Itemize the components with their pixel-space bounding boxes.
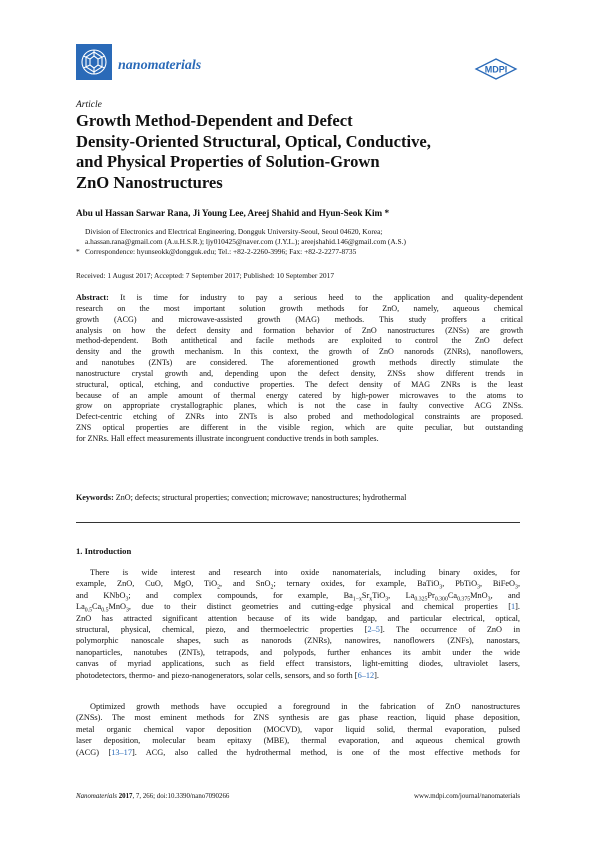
nanomaterials-logo-icon: [76, 44, 112, 80]
citation-link[interactable]: 1: [511, 602, 516, 612]
divider: [76, 522, 520, 523]
paragraph-line: (ACG) [13–17]. ACG, also called the hydrothermal method, is one of the most effective methods for: [76, 747, 520, 757]
citation-link[interactable]: 6–12: [357, 670, 375, 680]
paragraph-line: There is wide interest and research into oxide nanomaterials, including binary oxides, for: [90, 568, 520, 577]
paragraph-line: $La_{0.5}Ca_{0.5}MnO_3$, due to their distinct geometries and cutting-edge physical and chemical properties [1].: [76, 602, 520, 614]
paragraph-line: ZnO has attracted significant attention because of its wide bandgap, and particular electrical, optical,: [76, 613, 520, 623]
author-emails[interactable]: a.hassan.rana@gmail.com (A.u.H.S.R.); ljy010425@naver.com (J.Y.L.); areejshahid.146@gmail.com (A.S.): [85, 237, 406, 247]
paragraph-line: photodetectors, thermo- and piezo-nanogenerators, solar cells, sensors, and so forth [6–12].: [76, 670, 379, 680]
abstract-line: research on the most important solution growth methods for ZnO, namely, aqueous chemical: [76, 303, 523, 313]
abstract-line: Defect-centric etching of ZNRs into ZNTs is also probed and methodological constraints are proposed.: [76, 412, 523, 422]
abstract-line: growth (ACG) and microwave-assisted growth (MAG) methods. This study proffers a critical: [76, 314, 523, 324]
intro-paragraph: [76, 567, 520, 681]
correspondence-line: [76, 247, 526, 257]
abstract-line: for ZNRs. Hall effect measurements illustrate incongruent conductive trends in both samples.: [76, 433, 379, 443]
publication-dates: Received: 1 August 2017; Accepted: 7 September 2017; Published: 10 September 2017: [76, 271, 335, 280]
paragraph-line: canvas of myriad applications, such as field effect transistors, light-emitting diodes, ultraviolet lasers,: [76, 659, 520, 669]
affiliation-line: Division of Electronics and Electrical Engineering, Dongguk University-Seoul, Seoul 04620, Korea;: [85, 227, 383, 236]
mdpi-logo-text: MDPI: [484, 64, 508, 75]
abstract-line: structural, optical, etching, and conductive properties. The defect density of MAG ZNRs is the least: [76, 379, 523, 389]
abstract-line: because of an ample amount of thermal energy catered by high-power microwaves to the atoms to: [76, 390, 523, 400]
abstract: [76, 293, 523, 445]
article-title: [76, 111, 526, 193]
paragraph-line: and KNbO$_3$; and complex compounds, for example, $Ba_{1-x}Sr_xTiO_3$, $La_{0.325}Pr_{0.300}Ca_{0.375}MnO_3$, and: [76, 590, 520, 603]
paragraph-line: example, ZnO, CuO, MgO, TiO$_2$, and SnO$_2$; ternary oxides, for example, BaTiO$_3$, PbTiO$_3$, BiFeO$_3$,: [76, 579, 521, 592]
intro-paragraph: [76, 701, 520, 758]
paragraph-line: nanoparticles, nanotubes (ZNTs), tetrapods, and polypods, further enhances its ambit under the wide: [76, 647, 520, 657]
title-line: Growth Method-Dependent and Defect: [76, 111, 353, 130]
section-heading: 1. Introduction: [76, 546, 132, 556]
paragraph-line: metal organic chemical vapor deposition (MOCVD), vapor liquid solid, thermal evaporation, pulsed: [76, 724, 520, 734]
footer-year: 2017: [118, 793, 133, 800]
abstract-line: analysis on how the defect density and formation behavior of ZnO nanostructures (ZNSs) are growth: [76, 325, 523, 335]
paragraph-line: Optimized growth methods have occupied a foreground in the fabrication of ZnO nanostructures: [90, 702, 520, 711]
keywords: [76, 493, 523, 502]
abstract-line: Abstract: It is time for industry to pay a serious heed to the application and quality-dependent: [76, 293, 523, 302]
footer-journal: Nanomaterials: [76, 793, 117, 800]
citation-link[interactable]: 2–5: [367, 625, 380, 635]
footer-citation: [76, 793, 229, 800]
footer-url[interactable]: www.mdpi.com/journal/nanomaterials: [414, 793, 520, 800]
keywords-text: ZnO; defects; structural properties; convection; microwave; nanostructures; hydrothermal: [115, 493, 407, 502]
abstract-line: ZNS optical properties are different in the visible region, which are quite peculiar, but outstanding: [76, 423, 523, 433]
abstract-line: nanostructure crystal growth and, depending upon the defect density, ZNSs show different trends in: [76, 368, 523, 378]
correspondence-mark: *: [76, 247, 80, 257]
abstract-label: Abstract:: [76, 293, 109, 302]
journal-name[interactable]: nanomaterials: [118, 58, 202, 73]
title-line: and Physical Properties of Solution-Grown: [76, 152, 380, 171]
paragraph-line: structural, physical, chemical, piezo, and thermoelectric properties [2–5]. The occurrence of ZnO in: [76, 625, 520, 635]
abstract-line: density and the growth mechanism. In this context, the growth of ZnO nanorods (ZNRs), nanoflowers,: [76, 347, 523, 357]
paragraph-line: laser deposition, molecular beam epitaxy (MBE), thermal evaporation, and aqueous chemical growth: [76, 736, 520, 746]
mdpi-logo-icon[interactable]: [474, 58, 518, 80]
article-type: Article: [76, 100, 102, 110]
abstract-line: and nanotubes (ZNTs) are considered. The aforementioned growth methods directly stimulate the: [76, 358, 523, 368]
author-list: Abu ul Hassan Sarwar Rana, Ji Young Lee, Areej Shahid and Hyun-Seok Kim *: [76, 208, 390, 218]
affiliations: [76, 227, 526, 258]
abstract-line: method-dependent. Both antithetical and facile methods are exploited to control the ZnO defect: [76, 336, 523, 346]
paragraph-line: polymorphic nanoscale shapes, such as nanorods (ZNRs), nanowires, nanoflowers (ZNFs), nanostars,: [76, 636, 520, 646]
footer-doi[interactable]: , 7, 266; doi:10.3390/nano7090266: [132, 793, 230, 800]
keywords-label: Keywords:: [76, 493, 114, 502]
correspondence-text[interactable]: Correspondence: hyunseokk@dongguk.edu; Tel.: +82-2-2260-3996; Fax: +82-2-2277-8735: [85, 247, 357, 257]
title-line: Density-Oriented Structural, Optical, Conductive,: [76, 131, 431, 151]
title-line: ZnO Nanostructures: [76, 172, 223, 192]
citation-link[interactable]: 13–17: [111, 747, 132, 757]
abstract-line: grow on appropriate crystallographic planes, which is not the case in faulty convective ACG ZNSs.: [76, 401, 523, 411]
paragraph-line: (ZNSs). The most eminent methods for ZNS synthesis are gas phase reaction, liquid phase deposition,: [76, 713, 520, 723]
